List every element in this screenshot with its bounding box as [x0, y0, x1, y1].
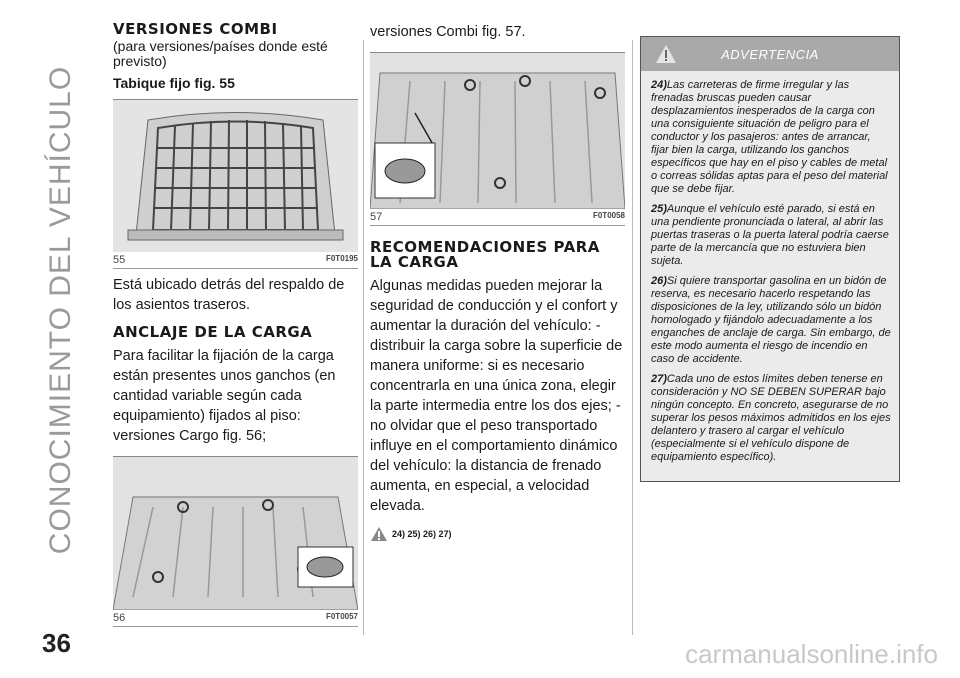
watermark: carmanualsonline.info [685, 639, 938, 669]
figure-57-caption [370, 209, 625, 226]
figure-number: 56 [113, 612, 126, 624]
warning-title: ADVERTENCIA [721, 47, 819, 62]
subheading: (para versiones/países donde esté previsto) [113, 38, 328, 69]
warning-references [370, 526, 625, 542]
column-divider [632, 40, 633, 635]
figure-code: F0T0058 [592, 211, 625, 220]
figure-number: 57 [370, 211, 383, 223]
cargo-floor-illustration [113, 457, 358, 610]
combi-floor-illustration [370, 53, 625, 209]
warning-item-text: Si quiere transportar gasolina en un bidón de reserva, es necesario hacerlo respetando las disposiciones de la ley, utilizando sólo un bidón homologado y fijándolo adecuadamente a los enganches de anclaje de carga. Sin embargo, de este modo aumenta el riesgo de incendio en caso de accidente. [651, 275, 891, 365]
warning-item-number: 27) [651, 373, 667, 385]
section-side-title: CONOCIMIENTO DEL VEHÍCULO [44, 65, 77, 555]
warning-body [641, 71, 899, 481]
warning-box [640, 36, 900, 482]
warning-item-text: Cada uno de estos límites deben tenerse en consideración y NO SE DEBEN SUPERAR bajo ningún concepto. En concreto, asegurarse de no superar los pesos máximos admitidos en los ejes delantero y trasero al cargar el vehículo (especialmente si el vehículo dispone de equipamiento específico). [651, 373, 891, 463]
warning-item-25 [651, 203, 891, 268]
warning-item-26 [651, 275, 891, 366]
figure-number: 55 [113, 254, 126, 266]
warning-item-27 [651, 373, 891, 464]
reference-numbers: 24) 25) 26) 27) [392, 529, 452, 539]
warning-item-24 [651, 79, 891, 196]
heading-recomendaciones: RECOMENDACIONES PARA LA CARGA [370, 238, 600, 271]
paragraph-combi: versiones Combi fig. 57. [370, 24, 526, 40]
label-tabique: Tabique fijo fig. 55 [113, 75, 235, 91]
figure-56 [113, 456, 358, 610]
figure-57 [370, 52, 625, 209]
warning-header [641, 37, 899, 71]
warning-triangle-icon [370, 526, 388, 542]
warning-item-number: 26) [651, 275, 667, 287]
column-divider [363, 40, 364, 635]
paragraph-tabique: Está ubicado detrás del respaldo de los asientos traseros. [113, 277, 345, 313]
column-3 [640, 36, 900, 482]
paragraph-cargo: versiones Cargo fig. 56; [113, 428, 267, 444]
page-number: 36 [42, 628, 71, 658]
column-2 [370, 22, 625, 542]
heading-versiones-combi: VERSIONES COMBI [113, 20, 278, 38]
paragraph-anclaje: Para facilitar la fijación de la carga están presentes unos ganchos (en cantidad variable según cada equipamiento) fijados al piso: [113, 348, 336, 424]
heading-anclaje: ANCLAJE DE LA CARGA [113, 323, 313, 341]
warning-item-number: 25) [651, 203, 667, 215]
warning-item-number: 24) [651, 79, 667, 91]
partition-grille-illustration [113, 100, 358, 252]
warning-item-text: Aunque el vehículo esté parado, si está en una pendiente pronunciada o lateral, al abrir las puertas traseras o la puerta lateral podría caerse parte de la mercancía que no estuviera bien sujeta. [651, 203, 889, 267]
figure-code: F0T0057 [325, 612, 358, 621]
figure-55-caption [113, 252, 358, 269]
figure-56-caption [113, 610, 358, 627]
figure-code: F0T0195 [325, 254, 358, 263]
warning-item-text: Las carreteras de firme irregular y las frenadas bruscas pueden causar desplazamientos inesperados de la carga con una consiguiente situación de peligro para el conductor y los pasajeros: antes de arrancar, fijar bien la carga, utilizando los ganchos específicos que hay en el piso y cables de metal o correas sólidas aptas para el peso del material que se debe fijar. [651, 79, 888, 195]
figure-55 [113, 99, 358, 252]
column-1 [113, 22, 358, 627]
paragraph-recomendaciones: Algunas medidas pueden mejorar la seguridad de conducción y el confort y aumentar la duración del vehículo: - distribuir la carga sobre la superficie de manera uniforme: si es necesario concentrarla en una única zona, elegir la parte intermedia entre los dos ejes; - no olvidar que el peso transportado influye en el comportamiento dinámico del vehículo: la distancia de frenado aumenta, en especial, a velocidad elevada. [370, 278, 623, 514]
